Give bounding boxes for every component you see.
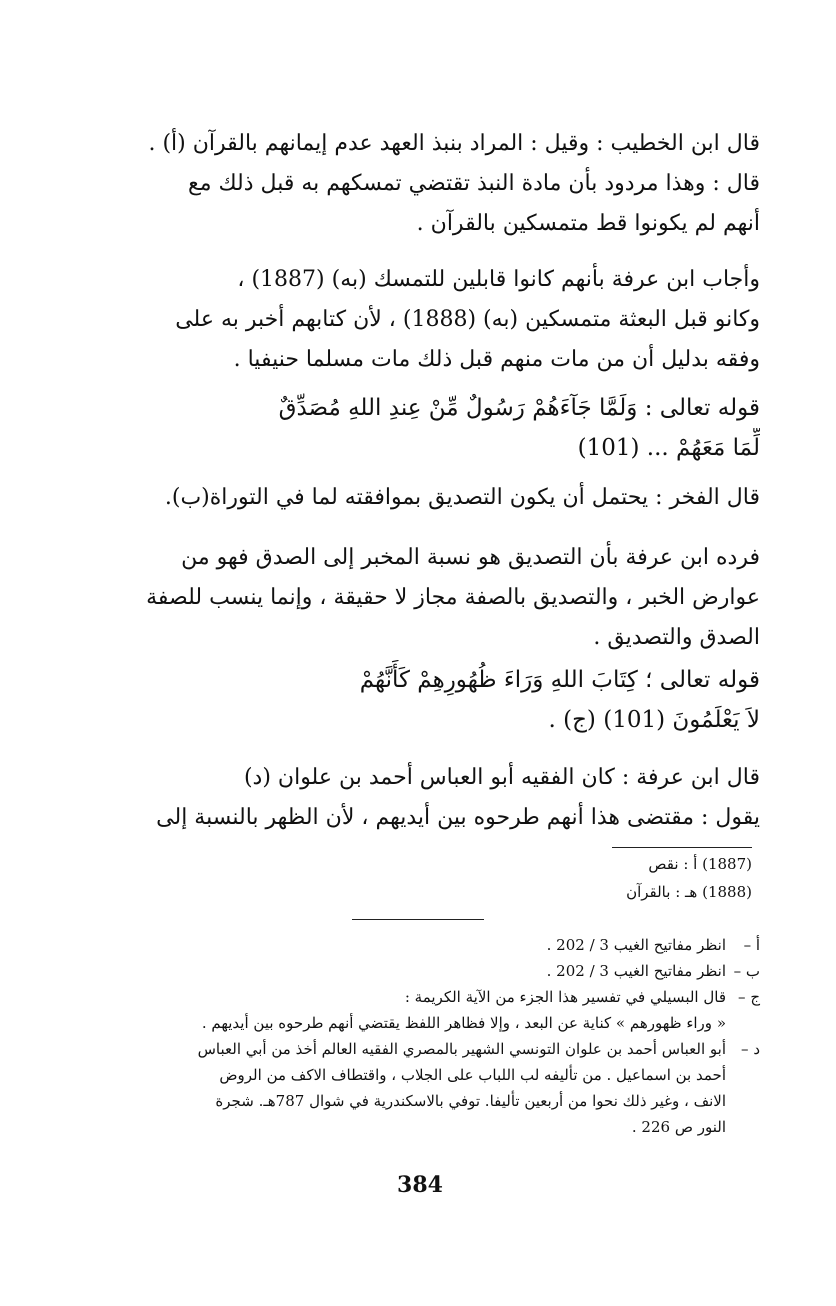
- apparatus-note: (1888) هـ : بالقرآن: [626, 883, 752, 901]
- text-line: وأجاب ابن عرفة بأنهم كانوا قابلين للتمسك (به) (1887) ،: [237, 267, 760, 292]
- footnote-text: انظر مفاتيح الغيب 3 / 202 .: [546, 962, 726, 980]
- text-line: قال : وهذا مردود بأن مادة النبذ تقتضي تمسكهم به قبل ذلك مع: [188, 171, 760, 196]
- footnote-text: انظر مفاتيح الغيب 3 / 202 .: [546, 936, 726, 954]
- text-line: قال الفخر : يحتمل أن يكون التصديق بموافقته لما في التوراة(ب).: [164, 485, 760, 510]
- verse-line: قوله تعالى : وَلَمَّا جَآءَهُمْ رَسُولٌ مِّنْ عِندِ اللهِ مُصَدِّقٌ: [278, 395, 760, 421]
- text-line: الصدق والتصديق .: [593, 625, 760, 650]
- footnote-text: أحمد بن اسماعيل . من تأليفه لب اللباب على الجلاب ، واقتطاف الاكف من الروض: [219, 1066, 726, 1084]
- paragraph-ibn-al-khatib: [72, 124, 760, 244]
- verse-line: لاَ يَعْلَمُونَ (101) (ج) .: [548, 707, 760, 733]
- text-line: عوارض الخبر ، والتصديق بالصفة مجاز لا حقيقة ، وإنما ينسب للصفة: [146, 585, 760, 610]
- footnote-marker: ج –: [738, 988, 760, 1006]
- footnote-jim: [72, 984, 760, 1036]
- text-line: قال ابن عرفة : كان الفقيه أبو العباس أحمد بن علوان (د): [243, 765, 760, 790]
- footnote-text: النور ص 226 .: [631, 1118, 726, 1136]
- verse-block-2: [72, 660, 760, 740]
- footnote-divider: [352, 919, 484, 920]
- paragraph-ibn-arafa-rebuttal: [72, 538, 760, 658]
- apparatus-notes: [520, 850, 752, 906]
- paragraph-ibn-arafa-answer: [72, 260, 760, 380]
- verse-block-1: [72, 388, 760, 468]
- text-line: قال ابن الخطيب : وقيل : المراد بنبذ العهد عدم إيمانهم بالقرآن (أ) .: [148, 131, 760, 156]
- footnote-text: « وراء ظهورهم » كناية عن البعد ، وإلا فظاهر اللفظ يقتضي أنهم طرحوه بين أيديهم .: [201, 1014, 726, 1032]
- footnote-dal: [72, 1036, 760, 1140]
- footnote-marker: ب –: [733, 962, 760, 980]
- verse-line: قوله تعالى ؛ كِتَابَ اللهِ وَرَاءَ ظُهُورِهِمْ كَأَنَّهُمْ: [359, 667, 760, 693]
- text-line: وفقه بدليل أن من مات منهم قبل ذلك مات مسلما حنيفيا .: [233, 347, 760, 372]
- text-line: يقول : مقتضى هذا أنهم طرحوه بين أيديهم ، لأن الظهر بالنسبة إلى: [156, 805, 760, 830]
- footnote-text: الانف ، وغير ذلك نحوا من أربعين تأليفا. توفي بالاسكندرية في شوال 787هـ. شجرة: [215, 1092, 726, 1110]
- footnote-marker: أ –: [743, 936, 760, 954]
- text-line: وكانو قبل البعثة متمسكين (به) (1888) ، لأن كتابهم أخبر به على: [175, 307, 760, 332]
- footnote-marker: د –: [741, 1040, 760, 1058]
- footnote-alif: [72, 932, 760, 958]
- paragraph-abu-al-abbas: [72, 758, 760, 838]
- apparatus-note: (1887) أ : نقص: [648, 855, 752, 873]
- text-line: فرده ابن عرفة بأن التصديق هو نسبة المخبر إلى الصدق فهو من: [181, 545, 760, 570]
- footnote-text: قال البسيلي في تفسير هذا الجزء من الآية الكريمة :: [404, 988, 726, 1006]
- footnotes: [72, 932, 760, 1140]
- footnote-ba: [72, 958, 760, 984]
- apparatus-divider: [612, 847, 752, 848]
- page-number: 384: [397, 1172, 443, 1198]
- text-line: أنهم لم يكونوا قط متمسكين بالقرآن .: [416, 211, 760, 236]
- footnote-text: أبو العباس أحمد بن علوان التونسي الشهير بالمصري الفقيه العالم أخذ من أبي العباس: [197, 1040, 726, 1058]
- verse-line: لِّمَا مَعَهُمْ ... (101): [577, 435, 760, 461]
- paragraph-al-fakhr: [72, 478, 760, 518]
